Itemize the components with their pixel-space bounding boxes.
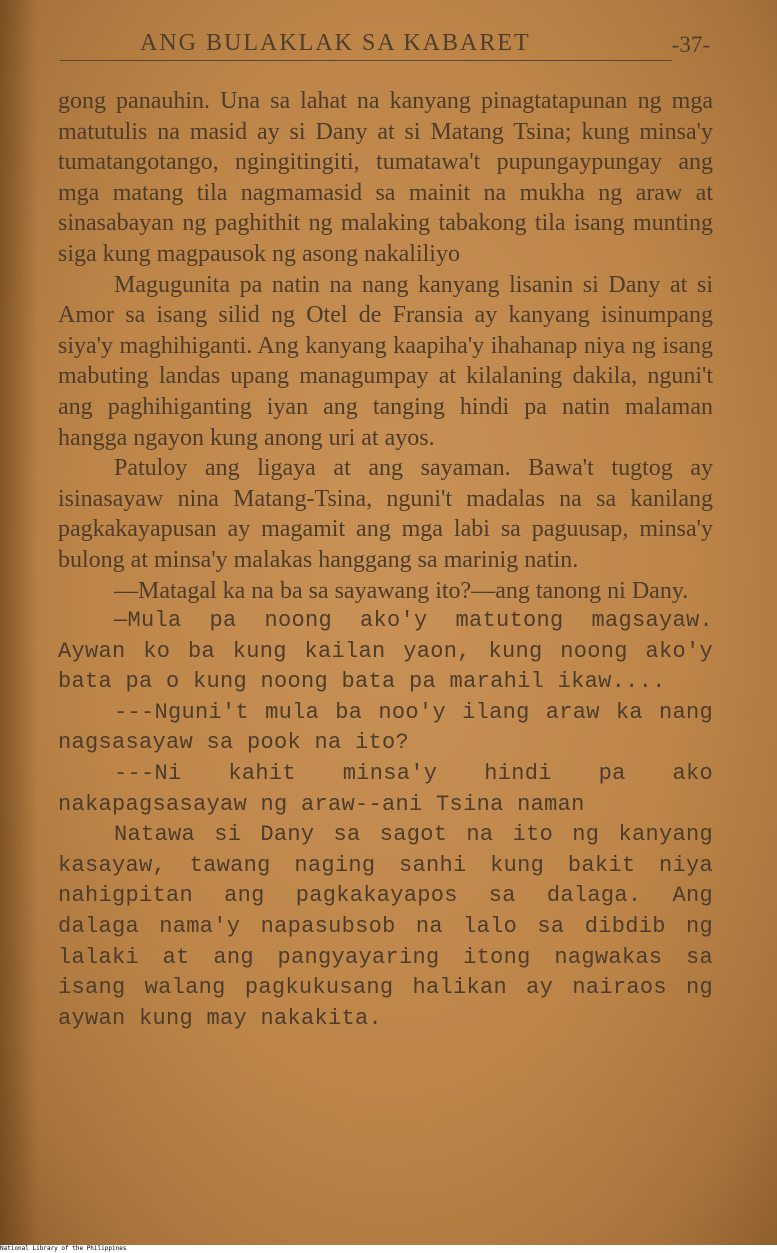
page-header xyxy=(60,30,710,62)
header-rule xyxy=(60,60,672,61)
page-number: -37- xyxy=(671,32,710,57)
dialogue-line-3: ---Nguni't mula ba noo'y ilang araw ka nang nagsasayaw sa pook na ito? xyxy=(58,699,713,756)
paragraph-closing: Natawa si Dany sa sagot na ito ng kanyang kasayaw, tawang naging sanhi kung bakit niya nahigpitan ang pagkakayapos sa dalaga. Ang dalaga nama'y napasubsob na lalo sa dibdib ng lalaki at ang pangyayaring itong nagwakas sa isang walang pagkukusang halikan ay nairaos ng aywan kung may nakakita. xyxy=(58,822,713,1031)
dialogue-line-2: —Mula pa noong ako'y matutong magsayaw. Aywan ko ba kung kailan yaon, kung noong ako'y bata pa o kung noong bata pa marahil ikaw.... xyxy=(58,608,713,695)
dialogue-line-1: —Matagal ka na ba sa sayawang ito?—ang tanong ni Dany. xyxy=(114,577,689,604)
paragraph-3: Patuloy ang ligaya at ang sayaman. Bawa't tugtog ay isinasayaw nina Matang-Tsina, nguni't madalas na sa kanilang pagkakayapusan ay magamit ang mga labi sa paguusap, minsa'y bulong at minsa'y malakas hanggang sa marinig natin. xyxy=(58,455,713,573)
paragraph-1: gong panauhin. Una sa lahat na kanyang pinagtatapunan ng mga matutulis na masid ay si Dany at si Matang Tsina; kung minsa'y tumatangotango, ngingitingiti, tumatawa't pupungaypungay ang mga matang tila nagmamasid sa mainit na mukha ng araw at sinasabayan ng paghithit ng malaking tabakong tila isang munting siga kung magpausok ng asong nakaliliyo xyxy=(58,88,713,267)
footer-credit: National Library of the Philippines xyxy=(0,1245,127,1252)
paragraph-2: Magugunita pa natin na nang kanyang lisanin si Dany at si Amor sa isang silid ng Otel de Fransia ay kanyang isinumpang siya'y maghihiganti. Ang kanyang kaapiha'y ihahanap niya ng isang mabuting landas upang managumpay at kilalaning dakila, nguni't ang paghihiganting iyan ang tanging hindi pa natin malaman hangga ngayon kung anong uri at ayos. xyxy=(58,271,713,451)
running-title: ANG BULAKLAK SA KABARET xyxy=(140,30,531,56)
body-text xyxy=(58,86,713,1034)
dialogue-line-4: ---Ni kahit minsa'y hindi pa ako nakapagsasayaw ng araw--ani Tsina naman xyxy=(58,761,713,817)
